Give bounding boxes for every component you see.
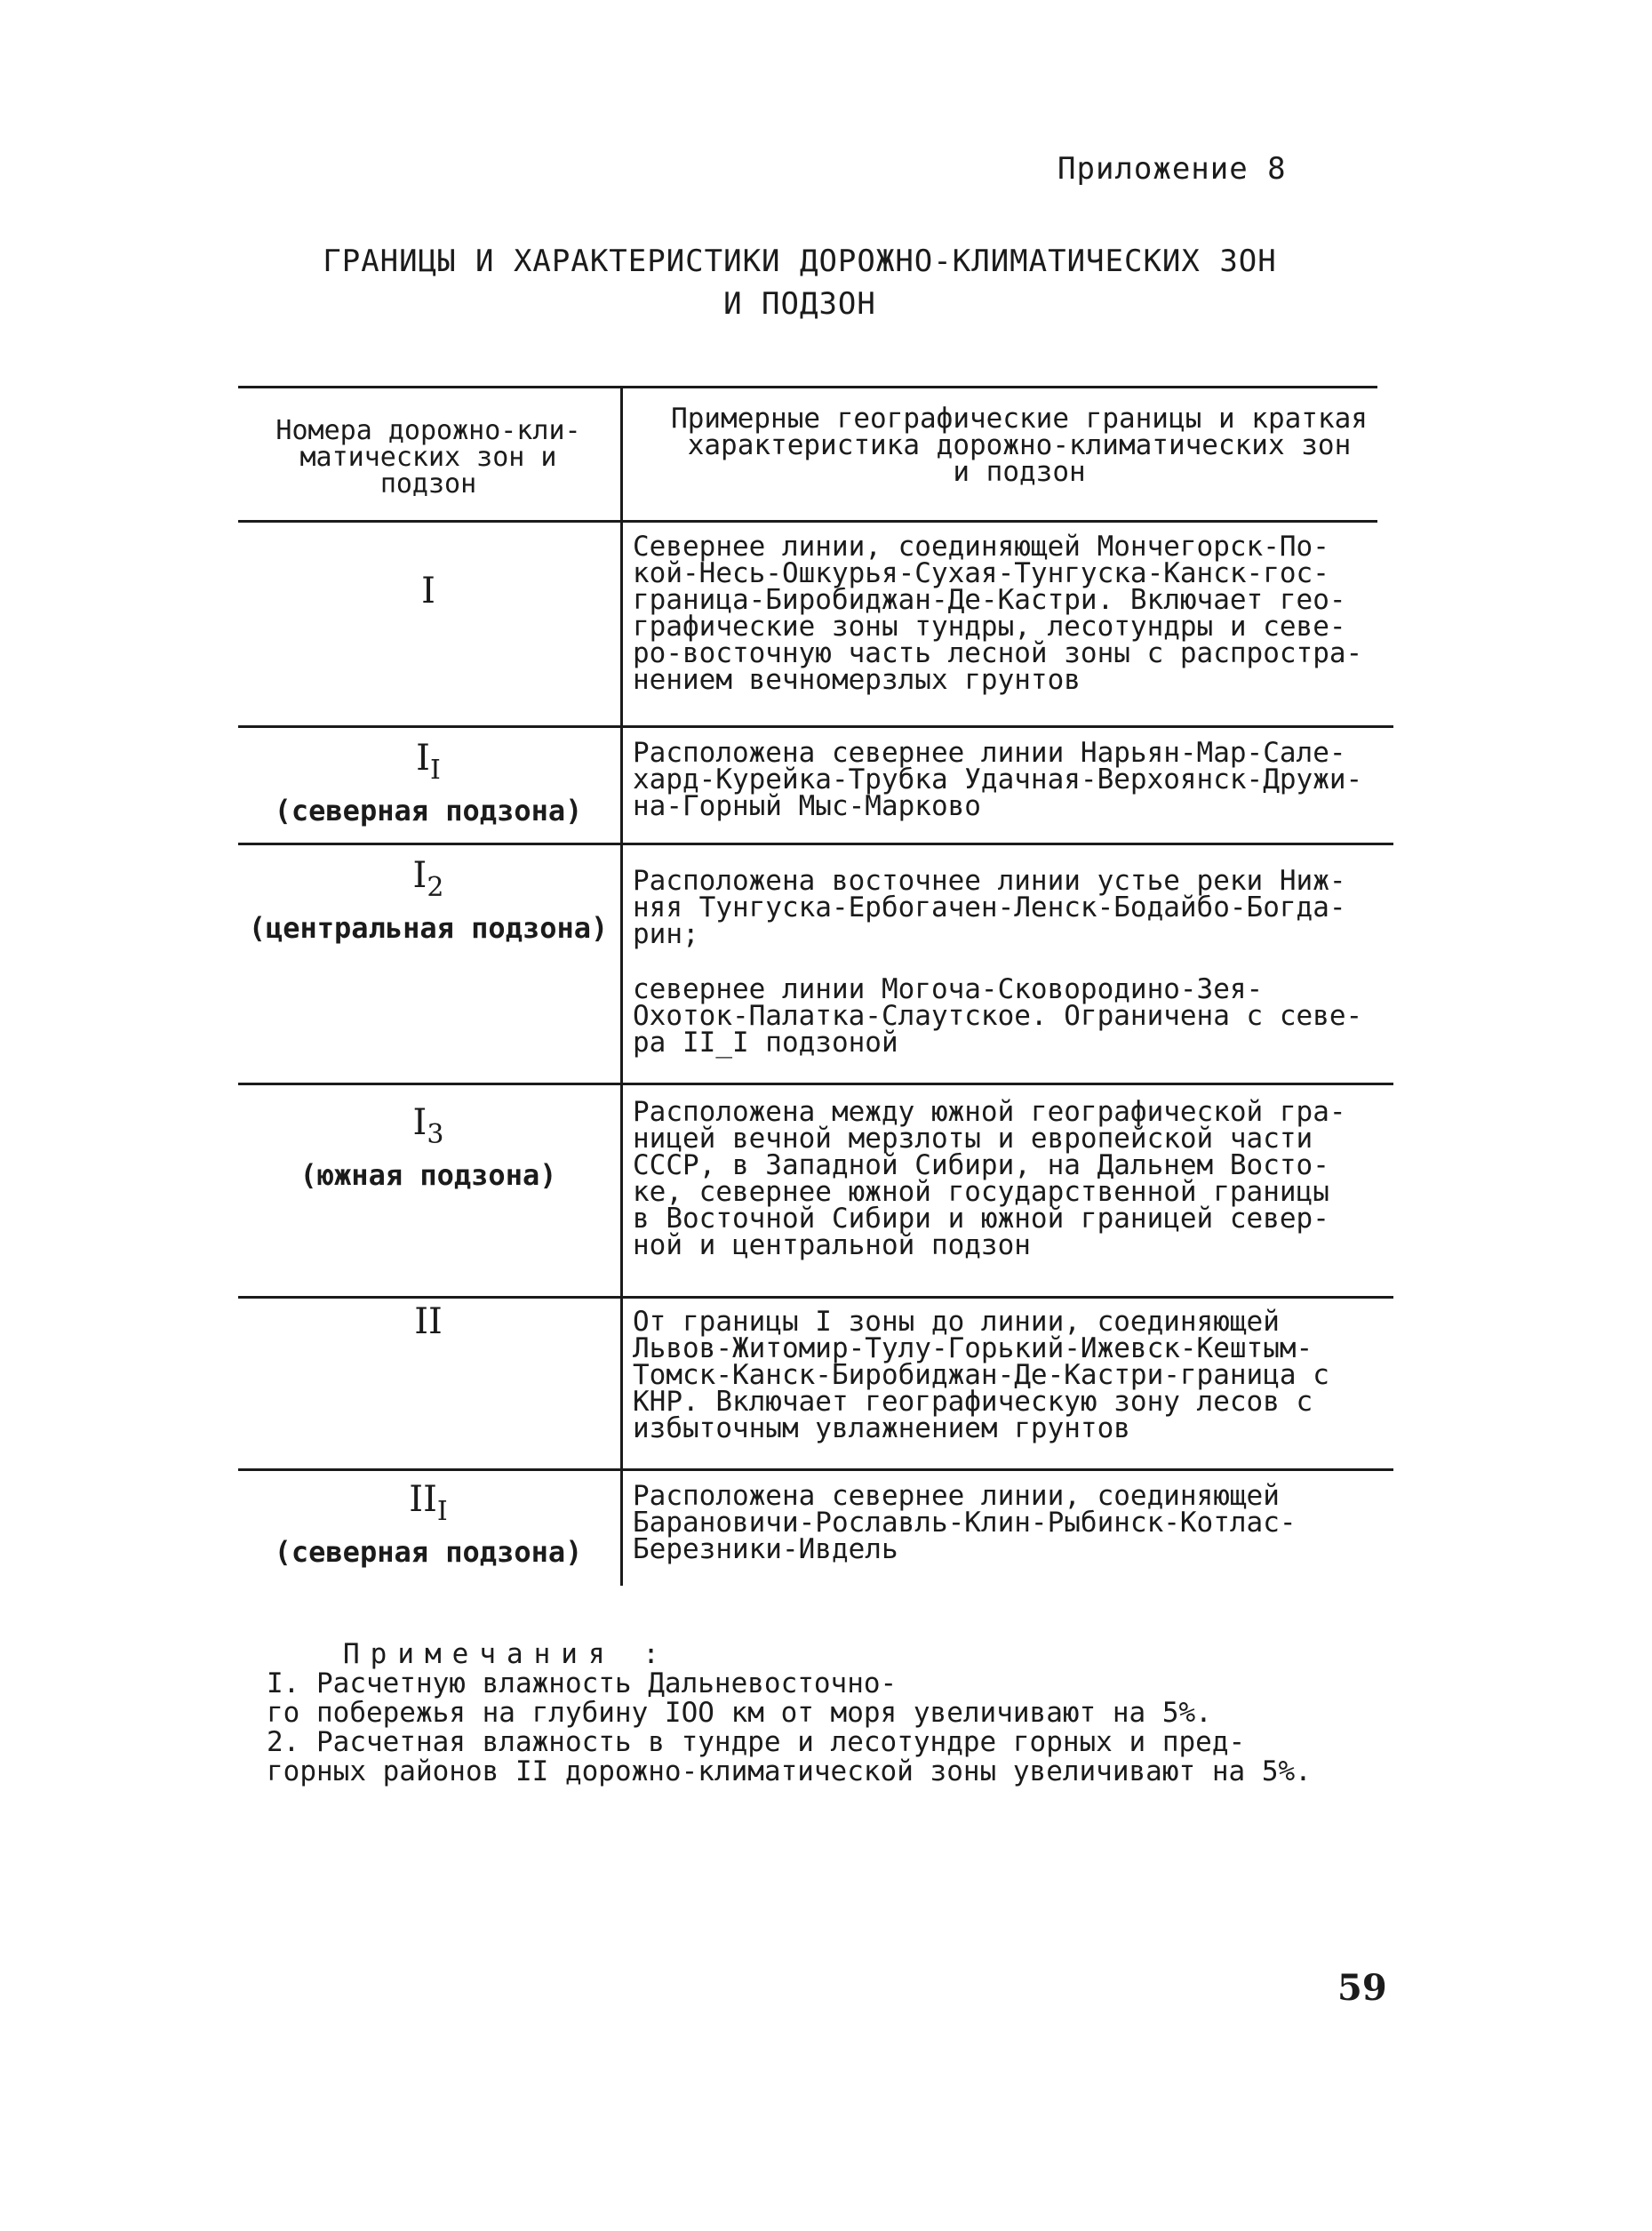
zone-description: Расположена севернее линии, соединяющей Барановичи-Рославль-Клин-Рыбинск-Котлас- Березники-Ивдель	[633, 1480, 1297, 1565]
zone-number: $II_I$	[409, 1479, 448, 1527]
zone-description: От границы I зоны до линии, соединяющей Львов-Житомир-Тулу-Горький-Ижевск-Кештым- Томск-Канск-Биробиджан-Де-Кастри-граница с КНР. Включает географическую зону лесов с избыточным увлажнением грунтов	[633, 1306, 1329, 1444]
subzone-name: (центральная подзона)	[248, 911, 609, 945]
zone-number: $I_2$	[412, 855, 444, 903]
title-line-2: И ПОДЗОН	[723, 286, 876, 322]
subzone-name: (северная подзона)	[274, 1535, 583, 1569]
title-line-1: ГРАНИЦЫ И ХАРАКТЕРИСТИКИ ДОРОЖНО-КЛИМАТИЧЕСКИХ ЗОН	[323, 244, 1277, 279]
zone-number-cell	[238, 1477, 619, 1570]
row-divider	[238, 1296, 1393, 1299]
zone-number-cell	[238, 853, 619, 946]
page-title	[267, 240, 1333, 325]
row-divider	[238, 725, 1393, 728]
appendix-label: Приложение 8	[1057, 151, 1287, 187]
row-divider	[238, 843, 1393, 845]
zone-description: Расположена между южной географической гра- ницей вечной мерзлоты и европейской части СССР, в Западной Сибири, на Дальнем Восто- ке, севернее южной государственной границы в Восточной Сибири и южной границей север- ной и центральной подзон	[633, 1096, 1346, 1261]
row-divider	[238, 1083, 1393, 1085]
page-number: 59	[1337, 1967, 1387, 2009]
zone-description-continued: севернее линии Могоча-Сковородино-Зея- Охоток-Палатка-Слаутское. Ограничена с севе- ра II_I подзоной	[633, 973, 1363, 1059]
table-top-rule	[238, 386, 1377, 388]
zone-number-cell	[238, 569, 619, 613]
zone-number-cell	[238, 1299, 619, 1344]
subzone-name: (северная подзона)	[274, 794, 583, 828]
zone-number: $I_3$	[412, 1102, 444, 1150]
zone-number-cell	[238, 736, 619, 828]
header-bottom-rule	[238, 520, 1377, 523]
row-divider	[238, 1468, 1393, 1471]
zone-number: $I_I$	[416, 738, 441, 786]
subzone-name: (южная подзона)	[299, 1158, 557, 1192]
notes	[267, 1611, 1413, 1816]
note-1: I. Расчетную влажность Дальневосточно- го побережья на глубину IOO км от моря увеличивают на 5%.	[267, 1667, 1212, 1729]
notes-label: Примечания :	[343, 1638, 670, 1670]
table-header-zone-number: Номера дорожно-кли- матических зон и подзон	[275, 415, 581, 500]
zone-number: II	[414, 1301, 443, 1342]
note-2: 2. Расчетная влажность в тундре и лесотундре горных и пред- горных районов II дорожно-климатической зоны увеличивают на 5%.	[267, 1726, 1312, 1787]
zone-description: Расположена севернее линии Нарьян-Мар-Сале- хард-Курейка-Трубка Удачная-Верхоянск-Дружи- на-Горный Мыс-Марково	[633, 737, 1363, 822]
zone-number: I	[421, 571, 435, 612]
table-column-divider	[620, 386, 623, 1586]
zone-number-cell	[238, 1100, 619, 1193]
table-header-description: Примерные географические границы и краткая характеристика дорожно-климатических зон и подзон	[671, 403, 1368, 488]
zone-description: Севернее линии, соединяющей Мончегорск-По- кой-Несь-Ошкурья-Сухая-Тунгуска-Канск-гос- граница-Биробиджан-Де-Кастри. Включает гео- графические зоны тундры, лесотундры и севе- ро-восточную часть лесной зоны с распростра- нением вечномерзлых грунтов	[633, 531, 1363, 696]
zone-description: Расположена восточнее линии устье реки Ниж- няя Тунгуска-Ербогачен-Ленск-Бодайбо-Богда- рин;	[633, 865, 1346, 950]
